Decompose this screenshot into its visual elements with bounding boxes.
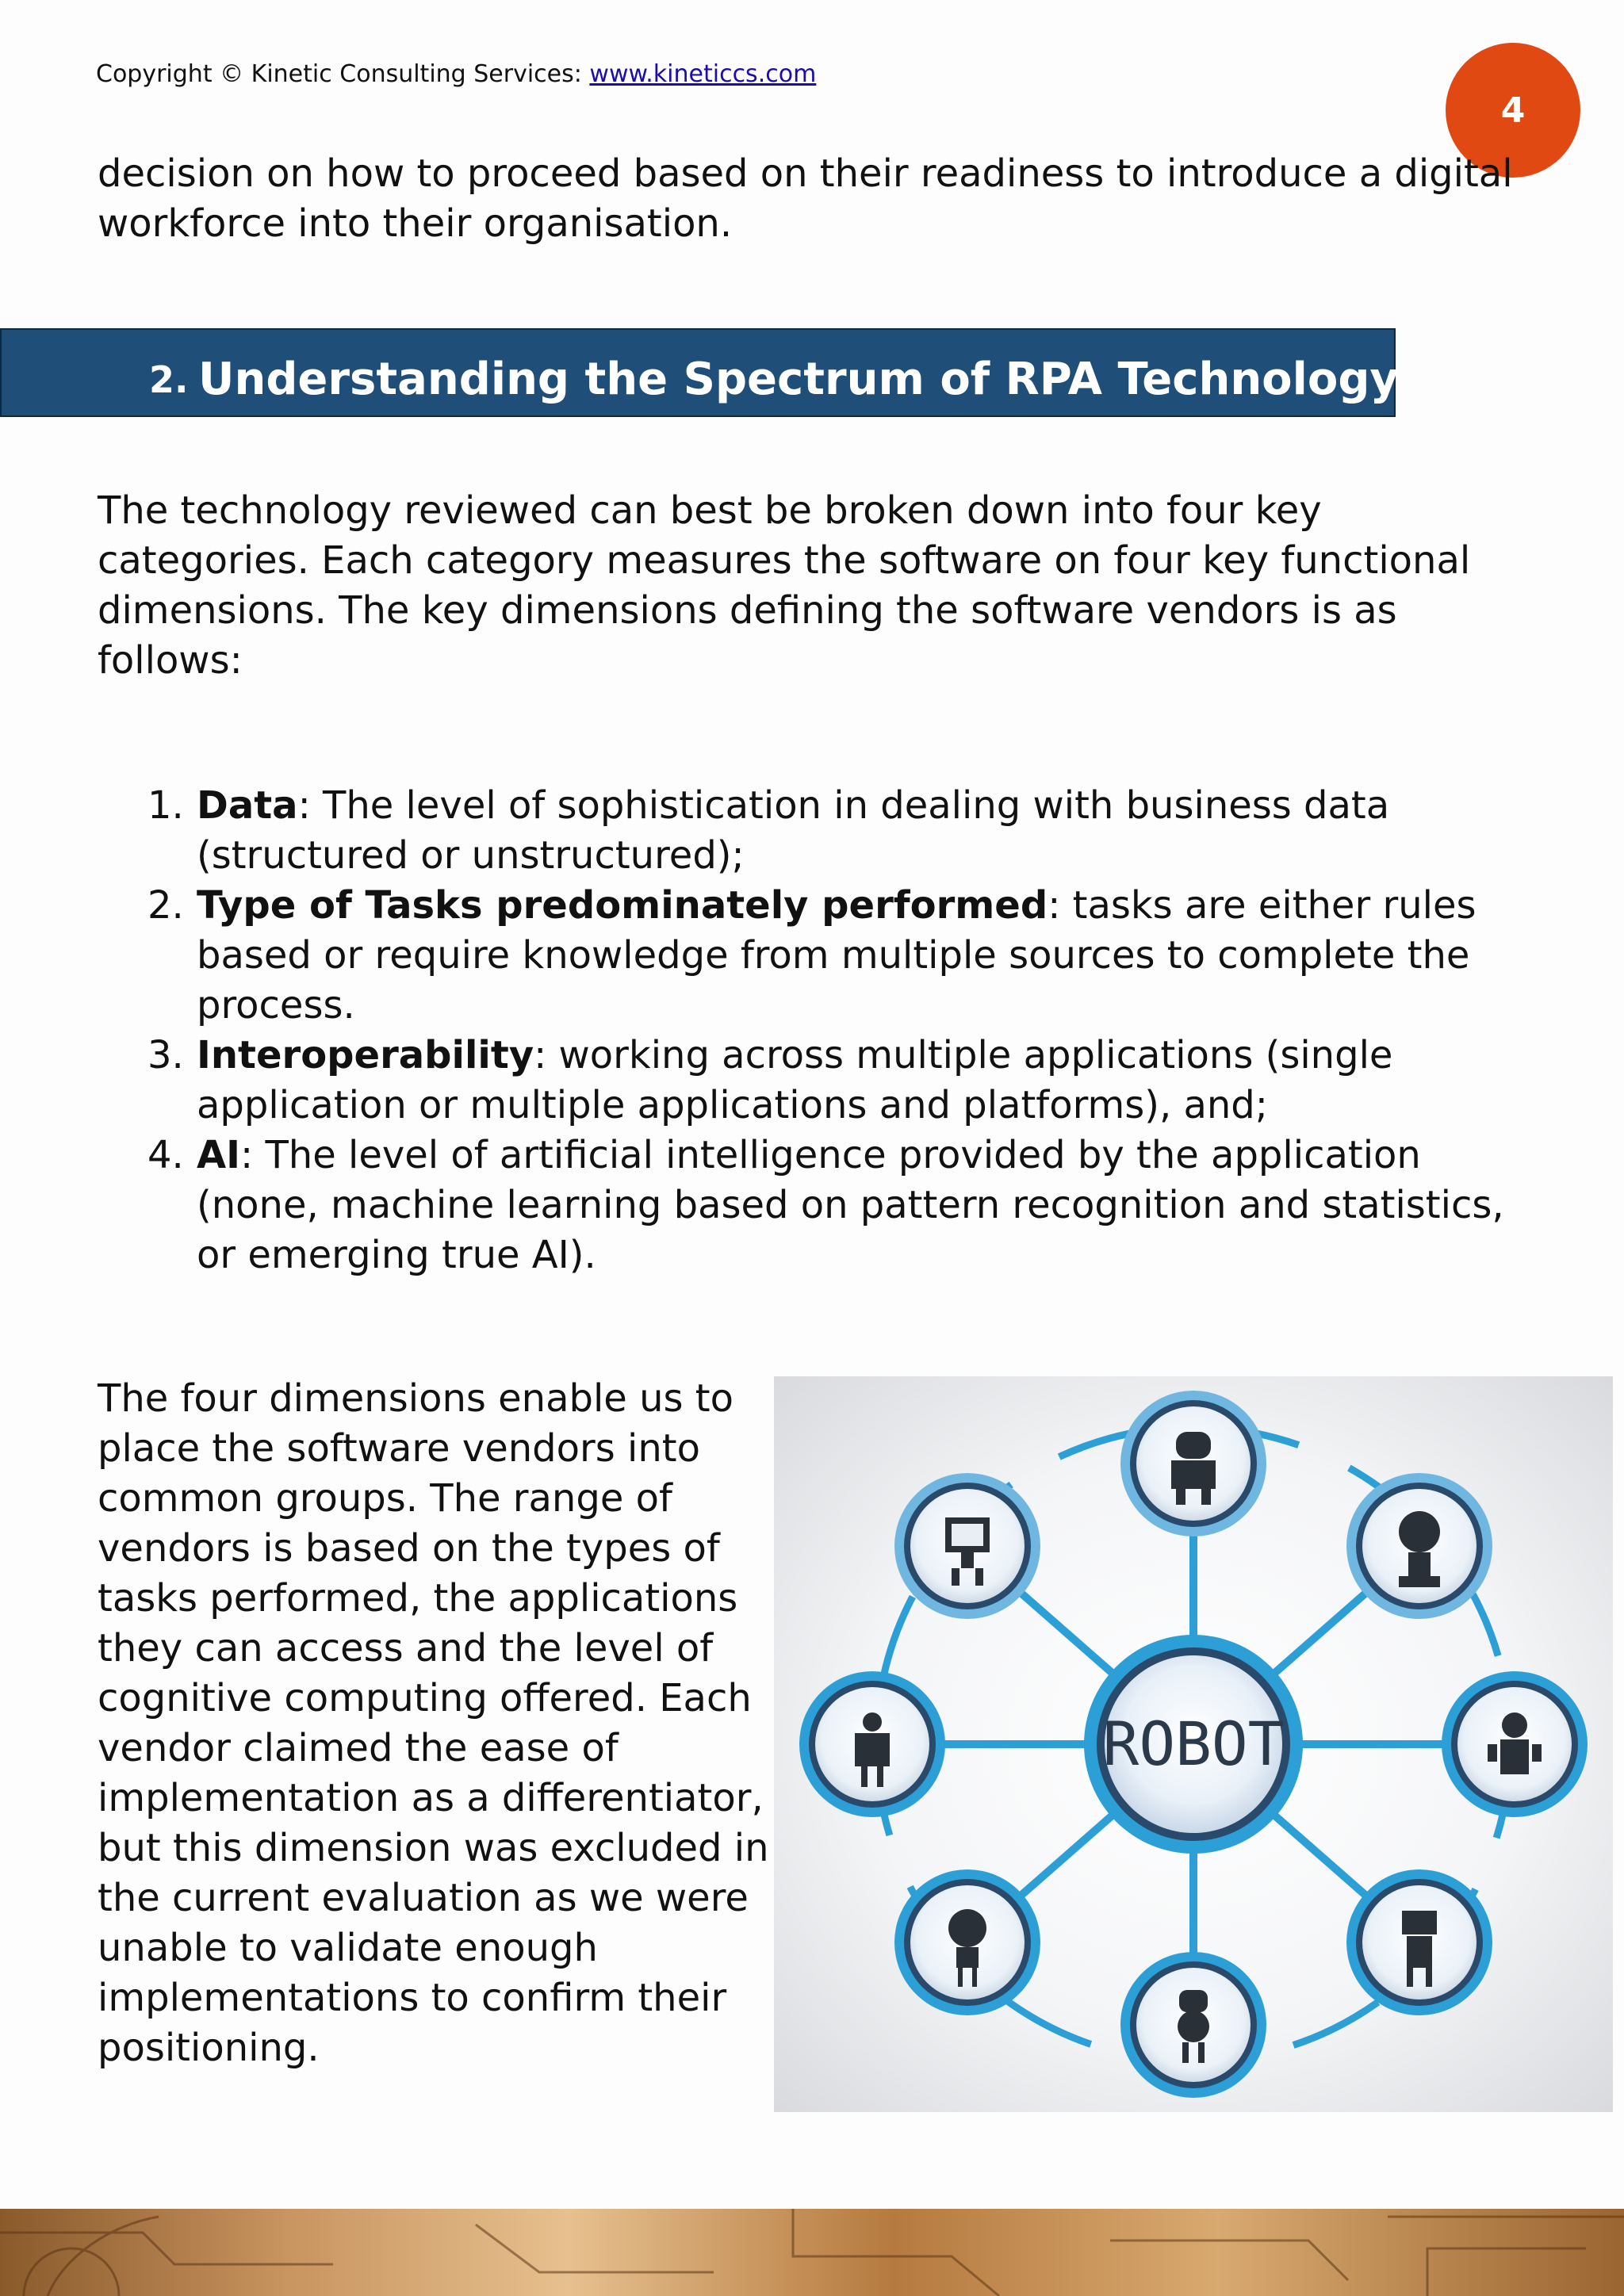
list-item-description: : The level of sophistication in dealing with business data (structured or unstructured); xyxy=(197,783,1390,878)
list-item-description: : tasks are either rules based or require knowledge from multiple sources to complete the process. xyxy=(197,883,1477,1027)
circuit-pattern xyxy=(0,2209,1624,2296)
list-item-number: 4. xyxy=(147,1133,184,1177)
section-title: Understanding the Spectrum of RPA Technology xyxy=(198,354,1399,405)
page-number: 4 xyxy=(1500,90,1526,131)
website-link[interactable]: www.kineticcs.com xyxy=(589,60,817,88)
technology-paragraph: The technology reviewed can best be broken down into four key categories. Each category measures the software on four key functional dimensions. The key dimensions defining the software vendors is as follows: xyxy=(98,488,1471,683)
dimensions-summary-paragraph: The four dimensions enable us to place the software vendors into common groups. The range of vendors is based on the types of tasks performed, the applications they can access and the level of cognitive computing offered. Each vendor claimed the ease of implementation as a differentiator, but this dimension was excluded in the current evaluation as we were unable to validate enough implementations to confirm their positioning. xyxy=(98,1376,769,2070)
list-item-term: Data xyxy=(197,783,298,828)
robot-icon xyxy=(799,1671,945,1817)
robot-icon xyxy=(894,1869,1040,2015)
hub-label: ROBOT xyxy=(1102,1709,1285,1779)
robot-network-illustration xyxy=(774,1376,1613,2112)
robot-icon xyxy=(894,1473,1040,1619)
list-item-term: Interoperability xyxy=(197,1033,534,1077)
decorative-footer-band xyxy=(0,2209,1624,2296)
list-item-description: : working across multiple applications (single application or multiple applications and platforms), and; xyxy=(197,1033,1393,1127)
list-item-number: 1. xyxy=(147,783,184,828)
dimensions-list xyxy=(147,781,1519,1280)
robot-icon xyxy=(1120,1391,1266,1536)
intro-paragraph: decision on how to proceed based on their readiness to introduce a digital workforce into their organisation. xyxy=(98,151,1513,246)
list-item-term: AI xyxy=(197,1133,241,1177)
list-item xyxy=(147,1031,1519,1131)
list-item-number: 2. xyxy=(147,883,184,928)
list-item xyxy=(147,781,1519,881)
copyright-header xyxy=(96,60,816,88)
section-banner xyxy=(0,328,1399,417)
copyright-text: Copyright © Kinetic Consulting Services: xyxy=(96,60,590,88)
section-number: 2. xyxy=(149,358,189,401)
robot-icon xyxy=(1442,1671,1588,1817)
list-item xyxy=(147,881,1519,1031)
list-item-number: 3. xyxy=(147,1033,184,1077)
list-item-term: Type of Tasks predominately performed xyxy=(197,883,1048,928)
robot-network-image xyxy=(774,1376,1613,2112)
list-item xyxy=(147,1131,1519,1280)
list-item-description: : The level of artificial intelligence provided by the application (none, machine learning based on pattern recognition and statistics, or emerging true AI). xyxy=(197,1133,1504,1277)
robot-icon xyxy=(1346,1869,1492,2015)
robot-icon xyxy=(1120,1952,1266,2098)
robot-icon xyxy=(1346,1473,1492,1619)
